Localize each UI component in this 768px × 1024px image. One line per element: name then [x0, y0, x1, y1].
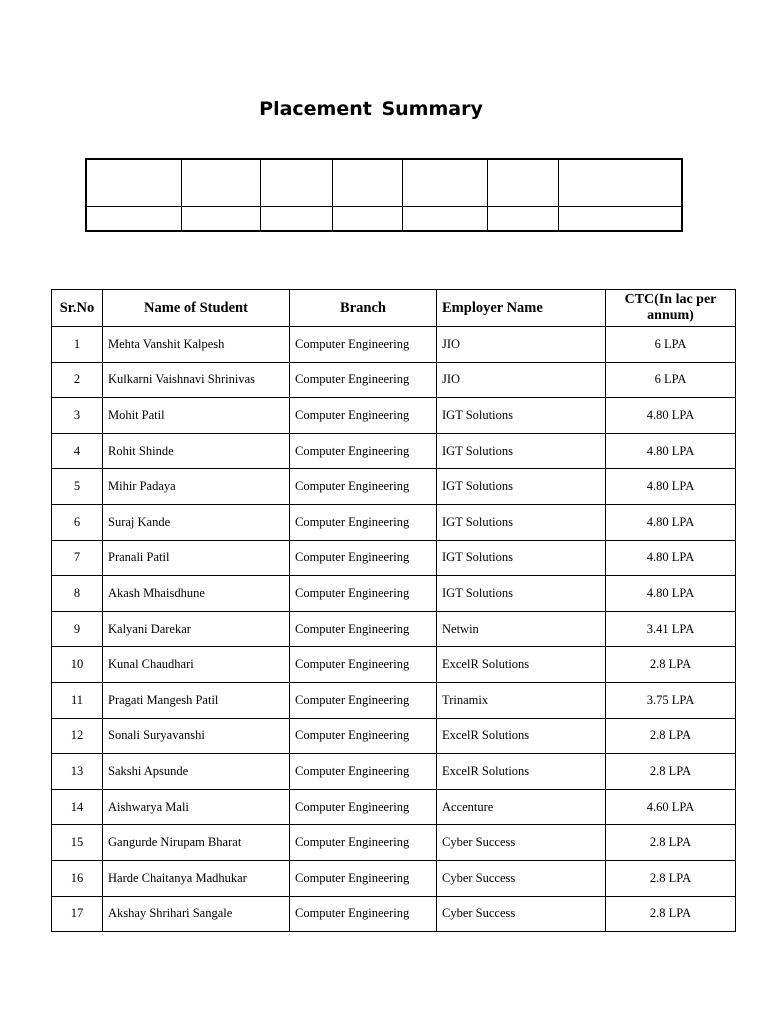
cell-student-name: Akshay Shrihari Sangale [103, 896, 290, 932]
cell-student-name: Kalyani Darekar [103, 611, 290, 647]
cell-student-name: Rohit Shinde [103, 433, 290, 469]
table-row [52, 860, 736, 896]
cell-sr-no: 2 [52, 362, 103, 398]
cell-employer-name: JIO [437, 327, 606, 363]
table-row [52, 576, 736, 612]
table-row [52, 433, 736, 469]
cell-ctc: 4.80 LPA [606, 433, 736, 469]
cell-student-name: Suraj Kande [103, 504, 290, 540]
header-branch: Branch [290, 290, 437, 327]
cell-ctc: 2.8 LPA [606, 718, 736, 754]
cell-employer-name: IGT Solutions [437, 433, 606, 469]
cell-branch: Computer Engineering [290, 825, 437, 861]
cell-ctc: 6 LPA [606, 362, 736, 398]
summary-header-row [86, 159, 682, 207]
cell-ctc: 4.80 LPA [606, 576, 736, 612]
cell-employer-name: Netwin [437, 611, 606, 647]
cell-student-name: Kulkarni Vaishnavi Shrinivas [103, 362, 290, 398]
cell-student-name: Kunal Chaudhari [103, 647, 290, 683]
cell-branch: Computer Engineering [290, 433, 437, 469]
summary-cell [182, 207, 261, 232]
table-row [52, 327, 736, 363]
cell-ctc: 2.8 LPA [606, 896, 736, 932]
cell-branch: Computer Engineering [290, 504, 437, 540]
cell-branch: Computer Engineering [290, 647, 437, 683]
cell-employer-name: IGT Solutions [437, 576, 606, 612]
cell-employer-name: IGT Solutions [437, 540, 606, 576]
cell-branch: Computer Engineering [290, 362, 437, 398]
cell-sr-no: 12 [52, 718, 103, 754]
cell-sr-no: 10 [52, 647, 103, 683]
cell-employer-name: Accenture [437, 789, 606, 825]
cell-ctc: 3.75 LPA [606, 682, 736, 718]
cell-sr-no: 17 [52, 896, 103, 932]
header-ctc: CTC(In lac per annum) [606, 290, 736, 327]
cell-student-name: Pranali Patil [103, 540, 290, 576]
table-header-row [52, 290, 736, 327]
cell-sr-no: 3 [52, 398, 103, 434]
header-sr-no: Sr.No [52, 290, 103, 327]
cell-student-name: Pragati Mangesh Patil [103, 682, 290, 718]
cell-branch: Computer Engineering [290, 718, 437, 754]
summary-cell [488, 159, 559, 207]
cell-employer-name: IGT Solutions [437, 469, 606, 505]
cell-student-name: Akash Mhaisdhune [103, 576, 290, 612]
summary-cell [332, 207, 403, 232]
table-row [52, 789, 736, 825]
cell-sr-no: 15 [52, 825, 103, 861]
table-row [52, 647, 736, 683]
cell-ctc: 4.80 LPA [606, 469, 736, 505]
summary-cell [403, 159, 488, 207]
table-row [52, 611, 736, 647]
page-title: Placement Summary [259, 98, 483, 120]
summary-cell [558, 207, 682, 232]
cell-employer-name: IGT Solutions [437, 398, 606, 434]
summary-cell [260, 207, 332, 232]
table-row [52, 398, 736, 434]
cell-employer-name: Cyber Success [437, 825, 606, 861]
summary-cell [86, 159, 182, 207]
cell-ctc: 2.8 LPA [606, 825, 736, 861]
cell-employer-name: JIO [437, 362, 606, 398]
summary-cell [558, 159, 682, 207]
cell-employer-name: Cyber Success [437, 896, 606, 932]
cell-sr-no: 4 [52, 433, 103, 469]
summary-table [85, 158, 683, 232]
cell-branch: Computer Engineering [290, 682, 437, 718]
cell-ctc: 4.80 LPA [606, 398, 736, 434]
cell-student-name: Aishwarya Mali [103, 789, 290, 825]
cell-student-name: Mehta Vanshit Kalpesh [103, 327, 290, 363]
summary-cell [260, 159, 332, 207]
cell-ctc: 6 LPA [606, 327, 736, 363]
cell-sr-no: 16 [52, 860, 103, 896]
cell-branch: Computer Engineering [290, 398, 437, 434]
cell-branch: Computer Engineering [290, 896, 437, 932]
cell-student-name: Sakshi Apsunde [103, 754, 290, 790]
cell-branch: Computer Engineering [290, 611, 437, 647]
cell-employer-name: Cyber Success [437, 860, 606, 896]
cell-branch: Computer Engineering [290, 540, 437, 576]
cell-sr-no: 5 [52, 469, 103, 505]
table-row [52, 825, 736, 861]
summary-cell [332, 159, 403, 207]
cell-branch: Computer Engineering [290, 576, 437, 612]
table-row [52, 718, 736, 754]
cell-sr-no: 13 [52, 754, 103, 790]
cell-employer-name: Trinamix [437, 682, 606, 718]
cell-employer-name: ExcelR Solutions [437, 754, 606, 790]
summary-cell [488, 207, 559, 232]
summary-cell [182, 159, 261, 207]
cell-student-name: Mohit Patil [103, 398, 290, 434]
table-row [52, 540, 736, 576]
cell-branch: Computer Engineering [290, 789, 437, 825]
cell-sr-no: 9 [52, 611, 103, 647]
table-row [52, 754, 736, 790]
cell-student-name: Harde Chaitanya Madhukar [103, 860, 290, 896]
cell-sr-no: 11 [52, 682, 103, 718]
cell-sr-no: 8 [52, 576, 103, 612]
summary-value-row [86, 207, 682, 232]
header-name-of-student: Name of Student [103, 290, 290, 327]
cell-ctc: 4.80 LPA [606, 504, 736, 540]
table-row [52, 469, 736, 505]
cell-sr-no: 14 [52, 789, 103, 825]
cell-ctc: 4.60 LPA [606, 789, 736, 825]
cell-ctc: 2.8 LPA [606, 754, 736, 790]
cell-ctc: 4.80 LPA [606, 540, 736, 576]
table-body [52, 327, 736, 932]
cell-ctc: 2.8 LPA [606, 860, 736, 896]
placement-table [51, 289, 736, 932]
summary-cell [86, 207, 182, 232]
cell-employer-name: ExcelR Solutions [437, 647, 606, 683]
table-row [52, 682, 736, 718]
table-row [52, 362, 736, 398]
cell-student-name: Sonali Suryavanshi [103, 718, 290, 754]
cell-employer-name: IGT Solutions [437, 504, 606, 540]
cell-ctc: 2.8 LPA [606, 647, 736, 683]
cell-sr-no: 6 [52, 504, 103, 540]
table-row [52, 504, 736, 540]
summary-cell [403, 207, 488, 232]
cell-ctc: 3.41 LPA [606, 611, 736, 647]
cell-student-name: Mihir Padaya [103, 469, 290, 505]
table-row [52, 896, 736, 932]
cell-branch: Computer Engineering [290, 469, 437, 505]
cell-employer-name: ExcelR Solutions [437, 718, 606, 754]
cell-branch: Computer Engineering [290, 327, 437, 363]
cell-sr-no: 7 [52, 540, 103, 576]
cell-branch: Computer Engineering [290, 860, 437, 896]
cell-sr-no: 1 [52, 327, 103, 363]
header-employer-name: Employer Name [437, 290, 606, 327]
cell-student-name: Gangurde Nirupam Bharat [103, 825, 290, 861]
cell-branch: Computer Engineering [290, 754, 437, 790]
